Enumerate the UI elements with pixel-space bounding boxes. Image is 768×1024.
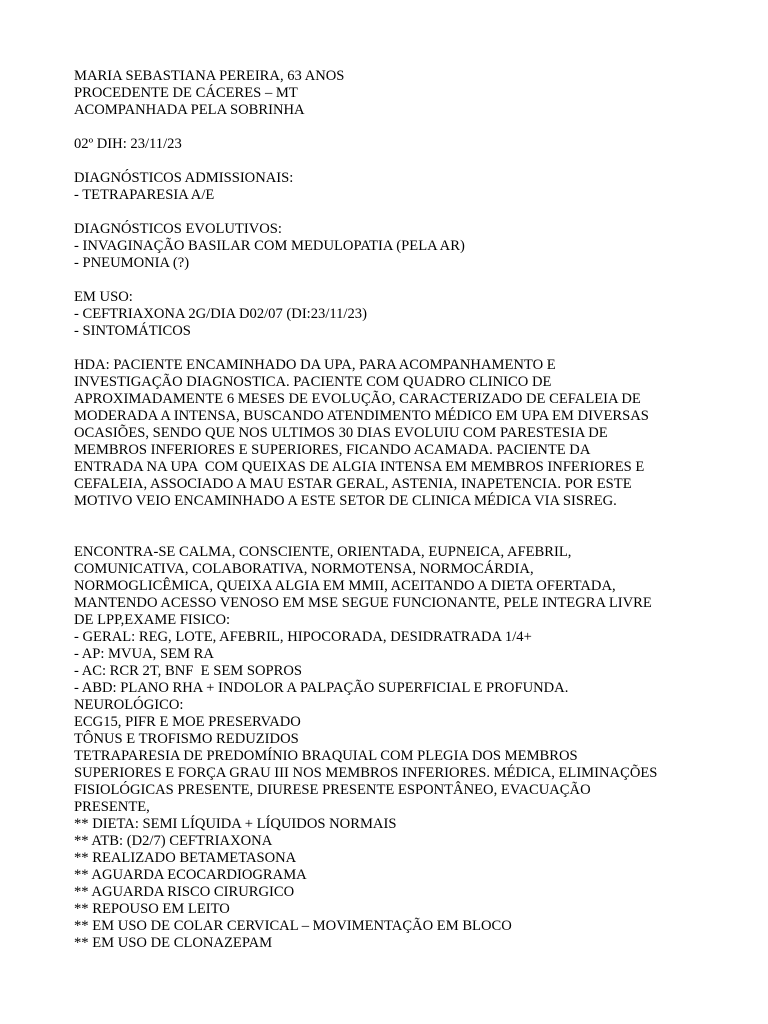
exam-line: - AC: RCR 2T, BNF E SEM SOPROS: [74, 663, 303, 679]
spacer: [74, 119, 726, 136]
hda-line: HDA: PACIENTE ENCAMINHADO DA UPA, PARA ACOMPANHAMENTO E: [74, 357, 556, 373]
spacer: [74, 510, 726, 544]
exam-line: DE LPP,EXAME FISICO:: [74, 612, 231, 628]
exam-line: - AP: MVUA, SEM RA: [74, 646, 214, 662]
plan-item: ** ATB: (D2/7) CEFTRIAXONA: [74, 833, 273, 849]
exam-line: PRESENTE,: [74, 799, 150, 815]
patient-origin: PROCEDENTE DE CÁCERES – MT: [74, 85, 298, 101]
exam-line: ECG15, PIFR E MOE PRESERVADO: [74, 714, 301, 730]
plan-item: ** REALIZADO BETAMETASONA: [74, 850, 297, 866]
in-use-item: - CEFTRIAXONA 2G/DIA D02/07 (DI:23/11/23): [74, 306, 367, 322]
spacer: [74, 272, 726, 289]
exam-line: SUPERIORES E FORÇA GRAU III NOS MEMBROS INFERIORES. MÉDICA, ELIMINAÇÕES: [74, 765, 658, 781]
plan-item: ** AGUARDA ECOCARDIOGRAMA: [74, 867, 307, 883]
patient-name-age: MARIA SEBASTIANA PEREIRA, 63 ANOS: [74, 68, 345, 84]
evolutive-diagnosis-item: - PNEUMONIA (?): [74, 255, 190, 271]
in-use-item: - SINTOMÁTICOS: [74, 323, 191, 339]
hda-line: MODERADA A INTENSA, BUSCANDO ATENDIMENTO MÉDICO EM UPA EM DIVERSAS: [74, 408, 649, 424]
evolutive-diagnosis-item: - INVAGINAÇÃO BASILAR COM MEDULOPATIA (PELA AR): [74, 238, 465, 254]
hda-paragraph: [74, 357, 726, 510]
spacer: [74, 204, 726, 221]
exam-paragraph: [74, 544, 726, 816]
exam-line: - GERAL: REG, LOTE, AFEBRIL, HIPOCORADA, DESIDRATRADA 1/4+: [74, 629, 532, 645]
spacer: [74, 340, 726, 357]
plan-item: ** EM USO DE COLAR CERVICAL – MOVIMENTAÇÃO EM BLOCO: [74, 918, 512, 934]
plan-item: ** EM USO DE CLONAZEPAM: [74, 935, 273, 951]
patient-companion: ACOMPANHADA PELA SOBRINHA: [74, 102, 305, 118]
plan-list: [74, 816, 726, 952]
exam-line: TÔNUS E TROFISMO REDUZIDOS: [74, 731, 299, 747]
admission-diagnoses-heading: DIAGNÓSTICOS ADMISSIONAIS:: [74, 170, 294, 186]
exam-line: ENCONTRA-SE CALMA, CONSCIENTE, ORIENTADA, EUPNEICA, AFEBRIL,: [74, 544, 572, 560]
exam-line: NORMOGLICÊMICA, QUEIXA ALGIA EM MMII, ACEITANDO A DIETA OFERTADA,: [74, 578, 616, 594]
hda-line: MOTIVO VEIO ENCAMINHADO A ESTE SETOR DE CLINICA MÉDICA VIA SISREG.: [74, 493, 617, 509]
plan-item: ** DIETA: SEMI LÍQUIDA + LÍQUIDOS NORMAIS: [74, 816, 397, 832]
exam-line: COMUNICATIVA, COLABORATIVA, NORMOTENSA, NORMOCÁRDIA,: [74, 561, 534, 577]
hda-line: ENTRADA NA UPA COM QUEIXAS DE ALGIA INTENSA EM MEMBROS INFERIORES E: [74, 459, 645, 475]
spacer: [74, 153, 726, 170]
admission-diagnosis-item: - TETRAPARESIA A/E: [74, 187, 215, 203]
hda-line: APROXIMADAMENTE 6 MESES DE EVOLUÇÃO, CARACTERIZADO DE CEFALEIA DE: [74, 391, 641, 407]
exam-line: - ABD: PLANO RHA + INDOLOR A PALPAÇÃO SUPERFICIAL E PROFUNDA.: [74, 680, 569, 696]
plan-item: ** REPOUSO EM LEITO: [74, 901, 230, 917]
exam-line: TETRAPARESIA DE PREDOMÍNIO BRAQUIAL COM PLEGIA DOS MEMBROS: [74, 748, 578, 764]
exam-line: FISIOLÓGICAS PRESENTE, DIURESE PRESENTE ESPONTÂNEO, EVACUAÇÃO: [74, 782, 591, 798]
exam-line: NEUROLÓGICO:: [74, 697, 184, 713]
hda-line: MEMBROS INFERIORES E SUPERIORES, FICANDO ACAMADA. PACIENTE DA: [74, 442, 591, 458]
hospitalization-day: 02º DIH: 23/11/23: [74, 136, 182, 152]
hda-line: CEFALEIA, ASSOCIADO A MAU ESTAR GERAL, ASTENIA, INAPETENCIA. POR ESTE: [74, 476, 632, 492]
exam-line: MANTENDO ACESSO VENOSO EM MSE SEGUE FUNCIONANTE, PELE INTEGRA LIVRE: [74, 595, 652, 611]
evolutive-diagnoses-heading: DIAGNÓSTICOS EVOLUTIVOS:: [74, 221, 282, 237]
plan-item: ** AGUARDA RISCO CIRURGICO: [74, 884, 295, 900]
document-page: [74, 68, 726, 952]
hda-line: INVESTIGAÇÃO DIAGNOSTICA. PACIENTE COM QUADRO CLINICO DE: [74, 374, 552, 390]
hda-line: OCASIÕES, SENDO QUE NOS ULTIMOS 30 DIAS EVOLUIU COM PARESTESIA DE: [74, 425, 608, 441]
in-use-heading: EM USO:: [74, 289, 133, 305]
